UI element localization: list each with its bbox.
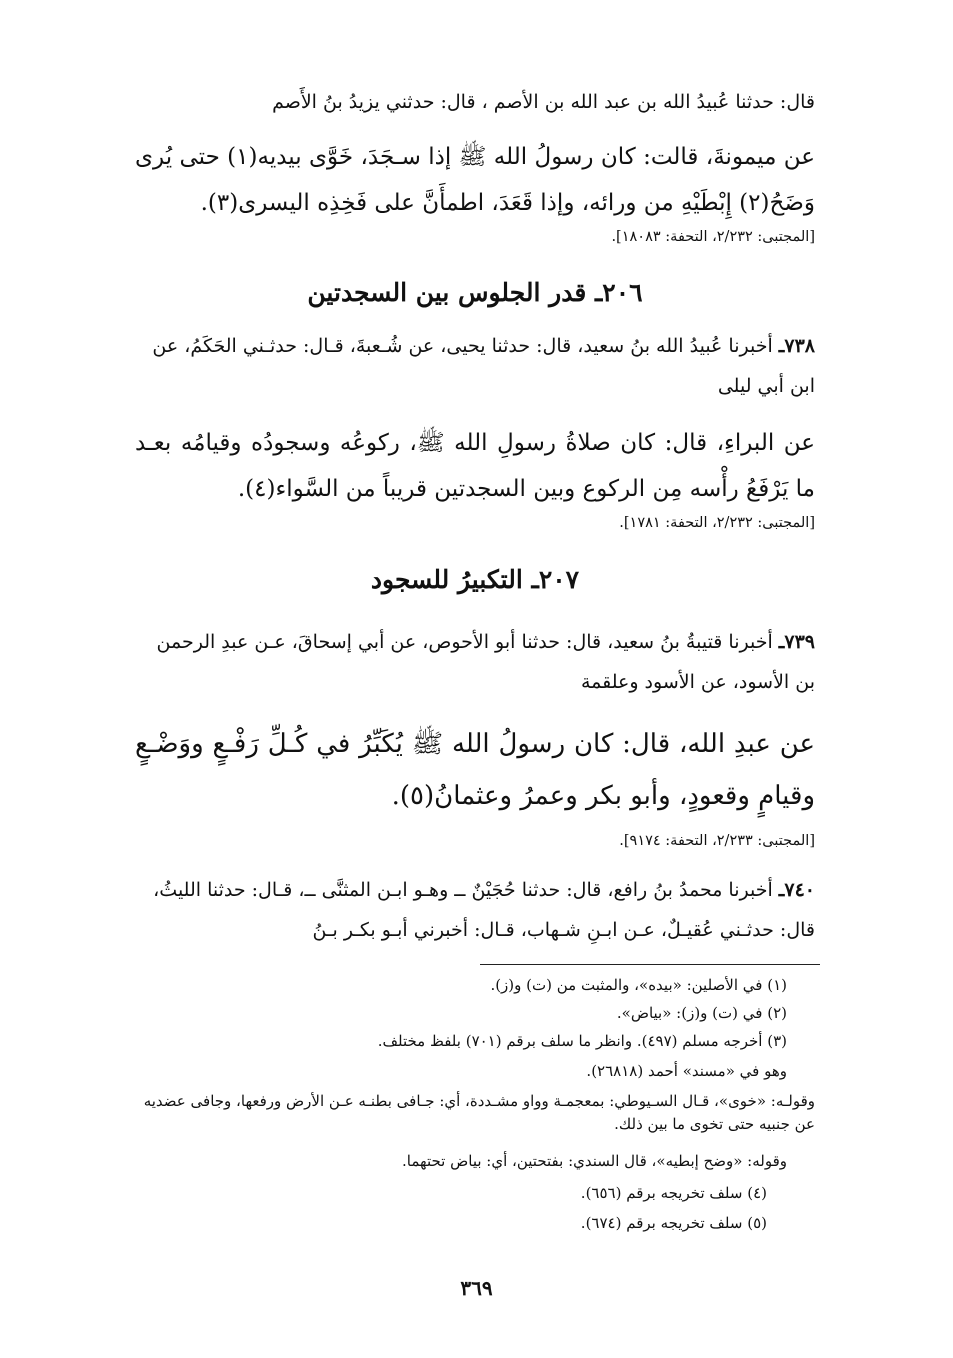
hadith-739-reference: [المجتبى: ٢/٢٣٣، التحفة: ٩١٧٤]. (619, 833, 815, 849)
hadith-737-matn: عن ميمونةَ، قالت: كان رسولُ الله ﷺ إذا سـجَدَ، خَوَّى بيديه(١) حتى يُرى وَضَحُ(٢) إِبْطَيْهِ من ورائه، وإذا قَعَدَ، اطمأَنَّ على فَخِذِه اليسرى(٣). (135, 144, 815, 216)
hadith-737-reference: [المجتبى: ٢/٢٣٢، التحفة: ١٨٠٨٣]. (611, 229, 815, 245)
footnote-3: (٣) أخرجه مسلم (٤٩٧). وانظر ما سلف برقم (٧٠١) بلفظ مختلف. (377, 1032, 787, 1050)
hadith-739-sanad-text: أخبرنا قتيبةُ بنُ سعيد، قال: حدثنا أبو الأحوص، عن أبي إسحاقَ، عـن عبدِ الرحمن بن الأسود، عن الأسود وعلقمة (156, 631, 815, 693)
footnote-5: (٥) سلف تخريجه برقم (٦٧٤). (580, 1214, 767, 1232)
hadith-738-sanad (135, 326, 815, 406)
footnote-1: (١) في الأصلين: «بيده»، والمثبت من (ت) و(ز). (490, 976, 787, 994)
footnote-2: (٢) في (ت) و(ز): «بياض». (616, 1004, 787, 1022)
hadith-738-number: ٧٣٨ـ (778, 335, 815, 357)
hadith-740-number: ٧٤٠ـ (778, 879, 815, 901)
hadith-739-number: ٧٣٩ـ (778, 631, 815, 653)
chapter-heading-207: ٢٠٧ـ التكبيرُ للسجود (370, 565, 580, 594)
hadith-740-sanad-text: أخبرنا محمدُ بنُ رافع، قال: حدثنا حُجَيْنٌ ــ وهـو ابـن المثنَّى ــ، قـال: حدثنا الليثُ، قال: حدثـني عُقيـلٌ، عـن ابـنِ شـهاب، قـال: أخبرني أبـو بكـر بـنُ (153, 879, 815, 941)
footnote-4: (٤) سلف تخريجه برقم (٦٥٦). (580, 1184, 767, 1202)
hadith-739-sanad (135, 622, 815, 702)
hadith-738-matn: عن البراءِ، قال: كان صلاةُ رسولِ الله ﷺ، ركوعُه وسجودُه وقيامُه بعـد ما يَرْفَعُ رأْسه مِن الركوع وبين السجدتين قريباً من السَّواء(٤). (135, 430, 815, 502)
footnote-3-note-khawwa: وقولـه: «خوى»، قـال السـيوطي: بمعجمـة وواو مشـددة، أي: جـافى بطنـه عـن الأرض ورفعها، وجافى عضديه عن جنبيه حتى تخوى ما بين ذلك. (143, 1092, 815, 1133)
chapter-heading-206: ٢٠٦ـ قدر الجلوس بين السجدتين (307, 278, 643, 307)
hadith-738-reference: [المجتبى: ٢/٢٣٢، التحفة: ١٧٨١]. (619, 515, 815, 531)
page-number: ٣٦٩ (460, 1276, 493, 1300)
footnote-3-continued: وهو في «مسند» أحمد (٢٦٨١٨). (586, 1062, 787, 1080)
hadith-739-matn: عن عبدِ الله، قال: كان رسولُ الله ﷺ يُكَبِّرُ في كُـلِّ رَفْـعٍ ووَضْـعٍ وقيامٍ وقعودٍ، وأبو بكر وعمرُ وعثمانُ(٥). (135, 729, 815, 811)
footnote-3-note-wadah: وقوله: «وضح إبطيه»، قال السندي: بفتحتين، أي: بياض تحتهما. (402, 1152, 787, 1170)
hadith-737-sanad: قال: حدثنا عُبيدُ الله بن عبد الله بن الأصم ، قال: حدثني يزيدُ بنُ الأَصم (272, 91, 815, 113)
hadith-740-sanad (135, 870, 815, 950)
footnote-divider (480, 964, 820, 965)
hadith-738-sanad-text: أخبرنا عُبيدُ الله بنُ سعيد، قال: حدثنا يحيى، عن شُـعبةَ، قـال: حدثـني الحَكَمُ، عن ابن أبي ليلى (152, 335, 815, 397)
